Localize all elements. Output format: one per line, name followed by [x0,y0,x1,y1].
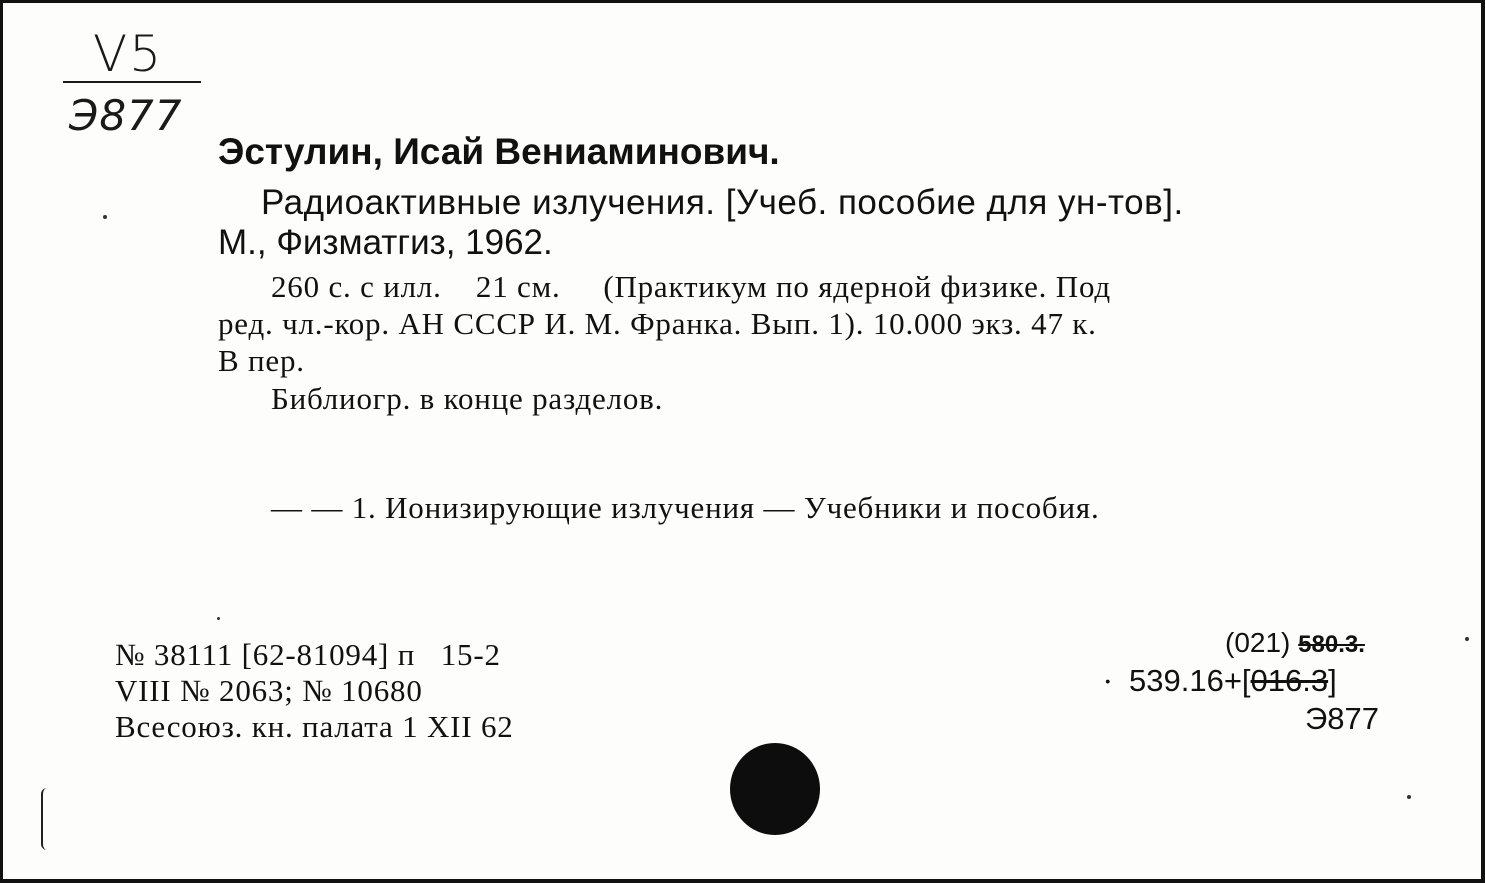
classification-main-suffix: ] [1328,663,1337,698]
classification-top-struck: 580.3. [1298,631,1365,658]
speck [103,215,107,219]
imprint: М., Физматгиз, 1962. [218,223,553,262]
author-heading: Эстулин, Исай Вениаминович. [218,131,780,172]
subject-heading: — — 1. Ионизирующие излучения — Учебники и пособия. [271,490,1100,525]
classification-main [1129,663,1337,699]
speck [1465,637,1469,641]
shelf-mark-top: V5 [93,25,164,83]
punch-hole [730,743,820,835]
classification-main-struck: 016.3 [1250,663,1329,698]
book-title: Радиоактивные излучения. [Учеб. пособие для ун-тов]. [261,183,1184,222]
collation-line-3: В пер. [218,343,305,378]
classification-top [1225,627,1365,659]
margin-mark [41,788,51,850]
collation-line-1: 260 с. с илл. 21 см. (Практикум по ядерной физике. Под [271,269,1111,304]
bibliography-note: Библиогр. в конце разделов. [271,381,664,416]
collation-line-2: ред. чл.-кор. АН СССР И. М. Франка. Вып. 1). 10.000 экз. 47 к. [218,306,1097,341]
author-code: Э877 [1305,701,1380,736]
classification-top-prefix: (021) [1225,627,1291,658]
shelf-mark-divider [63,81,201,83]
registry-line-2: VIII № 2063; № 10680 [115,673,423,708]
dot-mark: · [1103,665,1113,700]
classification-main-prefix: 539.16+[ [1129,663,1251,698]
speck [217,617,220,620]
speck [1407,795,1411,799]
shelf-mark-bottom: Э877 [69,91,183,140]
registry-line-3: Всесоюз. кн. палата 1 XII 62 [115,709,514,744]
registry-line-1: № 38111 [62-81094] п 15-2 [115,637,501,672]
